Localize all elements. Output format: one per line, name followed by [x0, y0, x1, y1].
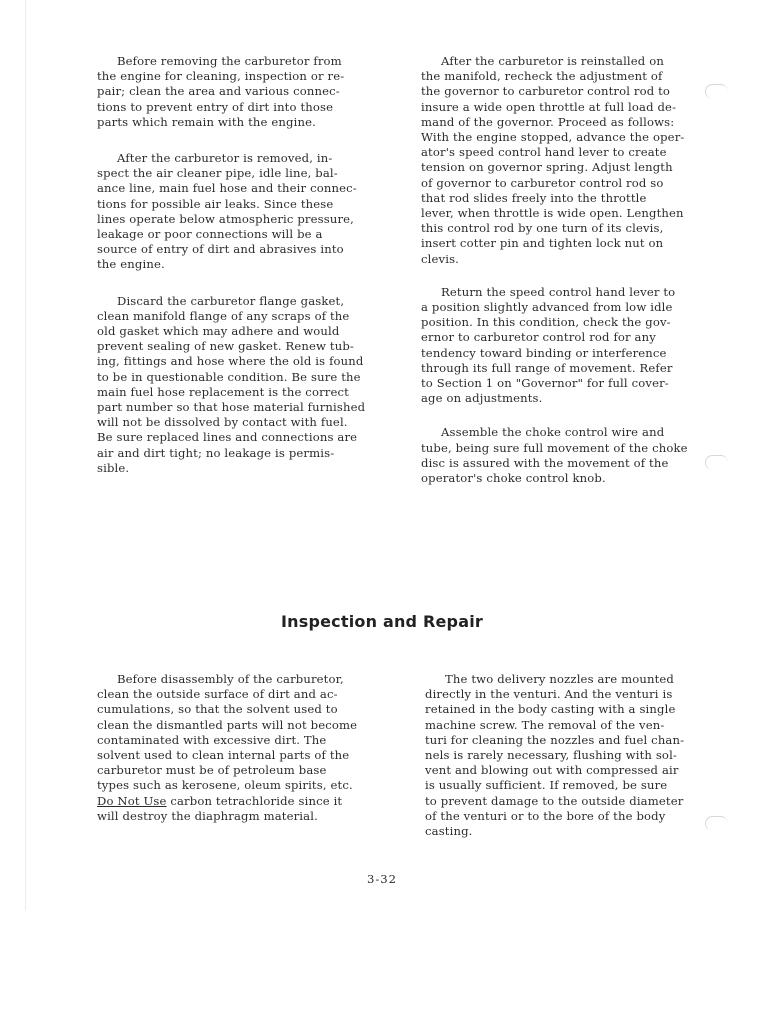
- disassembly-text-start: Before disassembly of the carburetor, clean the outside surface of dirt and ac- cumulations, so that the solvent used to clean the dismantled parts will not become contaminated with excessive dirt. The solvent used to clean internal parts of the carburetor must be of petroleum base types such as kerosene, oleum spirits, etc.: [97, 672, 358, 793]
- paragraph-delivery-nozzles: The two delivery nozzles are mounted directly in the venturi. And the venturi is retained in the body casting with a single machine screw. The removal of the ven- turi for cleaning the nozzles and fuel chan- nels is rarely necessary, flushing with sol- vent and blowing out with compressed air is usually sufficient. If removed, be sure to prevent damage to the outside diameter of the venturi or to the bore of the body casting.: [425, 672, 685, 839]
- do-not-use-warning: Do Not Use: [97, 793, 167, 808]
- paragraph-speed-control: Return the speed control hand lever to a position slightly advanced from low idle position. In this condition, check the gov- ernor to carburetor control rod for any tendency toward binding or interference through its full range of movement. Refer to Section 1 on "Governor" for full cover- age on adjustments.: [421, 284, 676, 406]
- right-column-bottom: [425, 672, 725, 839]
- page-edge-line: [25, 0, 26, 910]
- paragraph-removing-carburetor: Before removing the carburetor from the engine for cleaning, inspection or re- pair; clean the area and various connec- tions to prevent entry of dirt into those parts which remain with the engine.: [97, 54, 345, 129]
- section-heading: Inspection and Repair: [281, 612, 483, 631]
- paragraph-reinstall-adjustment: After the carburetor is reinstalled on the manifold, recheck the adjustment of the governor to carburetor control rod to insure a wide open throttle at full load de- mand of the governor. Proceed as follows: With the engine stopped, advance the oper- ator's speed control hand lever to create tension on governor spring. Adjust length of governor to carburetor control rod so that rod slides freely into the throttle lever, when throttle is wide open. Lengthen this control rod by one turn of its clevis, insert cotter pin and tighten lock nut on clevis.: [421, 54, 685, 266]
- paragraph-flange-gasket: Discard the carburetor flange gasket, clean manifold flange of any scraps of the old gasket which may adhere and would prevent sealing of new gasket. Renew tub- ing, fittings and hose where the old is found to be in questionable condition. Be sure the main fuel hose replacement is the correct part number so that hose material furnished will not be dissolved by contact with fuel. Be sure replaced lines and connections are air and dirt tight; no leakage is permis- sible.: [97, 293, 366, 475]
- scan-mark: [705, 816, 728, 831]
- paragraph-choke-control: Assemble the choke control wire and tube, being sure full movement of the choke disc is assured with the movement of the operator's choke control knob.: [421, 425, 688, 486]
- right-column-top: [421, 54, 721, 486]
- page-number: 3-32: [366, 872, 398, 886]
- scan-mark: [705, 84, 728, 99]
- scan-mark: [705, 455, 728, 470]
- paragraph-disassembly-cleaning: [97, 672, 397, 824]
- disassembly-text-end: carbon tetrachloride since it will destroy the diaphragm material.: [97, 793, 343, 823]
- left-column-bottom: [97, 672, 397, 824]
- left-column-top: [97, 54, 397, 476]
- paragraph-inspect-lines: After the carburetor is removed, in- spect the air cleaner pipe, idle line, bal- ance line, main fuel hose and their connec- tions for possible air leaks. Since these lines operate below atmospheric pressure, leakage or poor connections will be a source of entry of dirt and abrasives into the engine.: [97, 151, 357, 272]
